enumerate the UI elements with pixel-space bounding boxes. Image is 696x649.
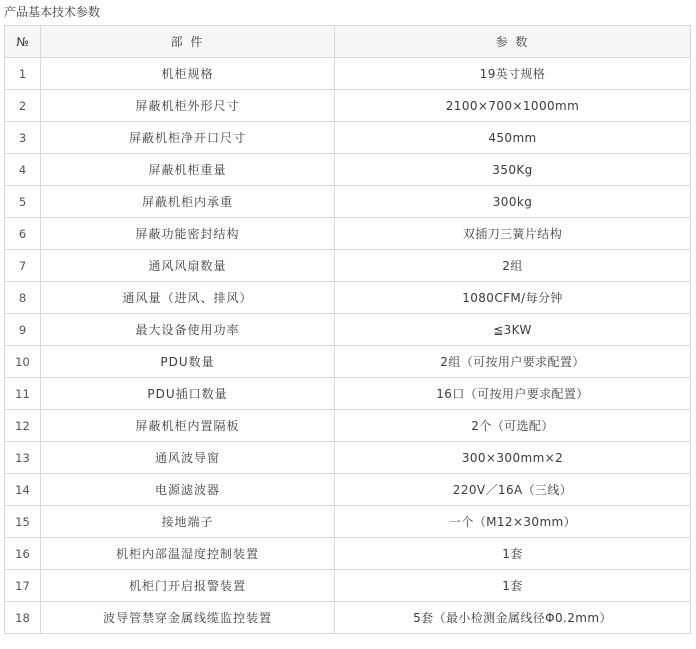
cell-param: 300kg	[335, 186, 691, 218]
cell-no: 12	[5, 410, 41, 442]
cell-part: 通风波导窗	[41, 442, 335, 474]
cell-part: 机柜门开启报警装置	[41, 570, 335, 602]
cell-no: 4	[5, 154, 41, 186]
table-row	[5, 506, 691, 538]
table-row	[5, 218, 691, 250]
cell-no: 16	[5, 538, 41, 570]
cell-part: 屏蔽机柜内置隔板	[41, 410, 335, 442]
cell-part: 接地端子	[41, 506, 335, 538]
cell-param: 1套	[335, 570, 691, 602]
cell-no: 13	[5, 442, 41, 474]
cell-no: 6	[5, 218, 41, 250]
cell-no: 7	[5, 250, 41, 282]
cell-param: 双插刀三簧片结构	[335, 218, 691, 250]
cell-part: 机柜规格	[41, 58, 335, 90]
table-row	[5, 410, 691, 442]
cell-param: 2组（可按用户要求配置）	[335, 346, 691, 378]
cell-part: 电源滤波器	[41, 474, 335, 506]
table-header-row	[5, 26, 691, 58]
cell-param: 2组	[335, 250, 691, 282]
cell-part: 通风量（进风、排风）	[41, 282, 335, 314]
cell-no: 17	[5, 570, 41, 602]
table-row	[5, 154, 691, 186]
table-row	[5, 58, 691, 90]
cell-part: PDU插口数量	[41, 378, 335, 410]
table-row	[5, 90, 691, 122]
column-header-no: №	[5, 26, 41, 58]
table-row	[5, 602, 691, 634]
cell-param: 220V／16A（三线）	[335, 474, 691, 506]
table-row	[5, 538, 691, 570]
cell-part: 通风风扇数量	[41, 250, 335, 282]
table-row	[5, 474, 691, 506]
table-row	[5, 346, 691, 378]
cell-no: 15	[5, 506, 41, 538]
table-row	[5, 314, 691, 346]
column-header-param: 参 数	[335, 26, 691, 58]
cell-part: 屏蔽机柜净开口尺寸	[41, 122, 335, 154]
cell-part: 机柜内部温湿度控制装置	[41, 538, 335, 570]
cell-no: 18	[5, 602, 41, 634]
cell-param: 2100×700×1000mm	[335, 90, 691, 122]
table-row	[5, 122, 691, 154]
cell-param: 16口（可按用户要求配置）	[335, 378, 691, 410]
page-title: 产品基本技术参数	[4, 5, 101, 19]
cell-param: ≦3KW	[335, 314, 691, 346]
cell-part: PDU数量	[41, 346, 335, 378]
column-header-part: 部 件	[41, 26, 335, 58]
table-row	[5, 186, 691, 218]
cell-param: 300×300mm×2	[335, 442, 691, 474]
cell-no: 10	[5, 346, 41, 378]
cell-param: 1套	[335, 538, 691, 570]
cell-part: 波导管禁穿金属线缆监控装置	[41, 602, 335, 634]
cell-param: 1080CFM/每分钟	[335, 282, 691, 314]
cell-part: 屏蔽功能密封结构	[41, 218, 335, 250]
table-body	[5, 58, 691, 634]
cell-param: 5套（最小检测金属线径Φ0.2mm）	[335, 602, 691, 634]
cell-part: 屏蔽机柜内承重	[41, 186, 335, 218]
cell-no: 2	[5, 90, 41, 122]
table-header	[5, 26, 691, 58]
cell-no: 8	[5, 282, 41, 314]
cell-no: 5	[5, 186, 41, 218]
spec-table	[4, 25, 691, 634]
cell-part: 最大设备使用功率	[41, 314, 335, 346]
table-row	[5, 378, 691, 410]
table-row	[5, 570, 691, 602]
cell-param: 19英寸规格	[335, 58, 691, 90]
cell-no: 3	[5, 122, 41, 154]
cell-part: 屏蔽机柜外形尺寸	[41, 90, 335, 122]
cell-no: 9	[5, 314, 41, 346]
cell-no: 11	[5, 378, 41, 410]
cell-no: 1	[5, 58, 41, 90]
cell-param: 450mm	[335, 122, 691, 154]
cell-part: 屏蔽机柜重量	[41, 154, 335, 186]
table-row	[5, 282, 691, 314]
table-row	[5, 442, 691, 474]
cell-param: 一个（M12×30mm）	[335, 506, 691, 538]
cell-no: 14	[5, 474, 41, 506]
table-row	[5, 250, 691, 282]
cell-param: 2个（可选配）	[335, 410, 691, 442]
cell-param: 350Kg	[335, 154, 691, 186]
